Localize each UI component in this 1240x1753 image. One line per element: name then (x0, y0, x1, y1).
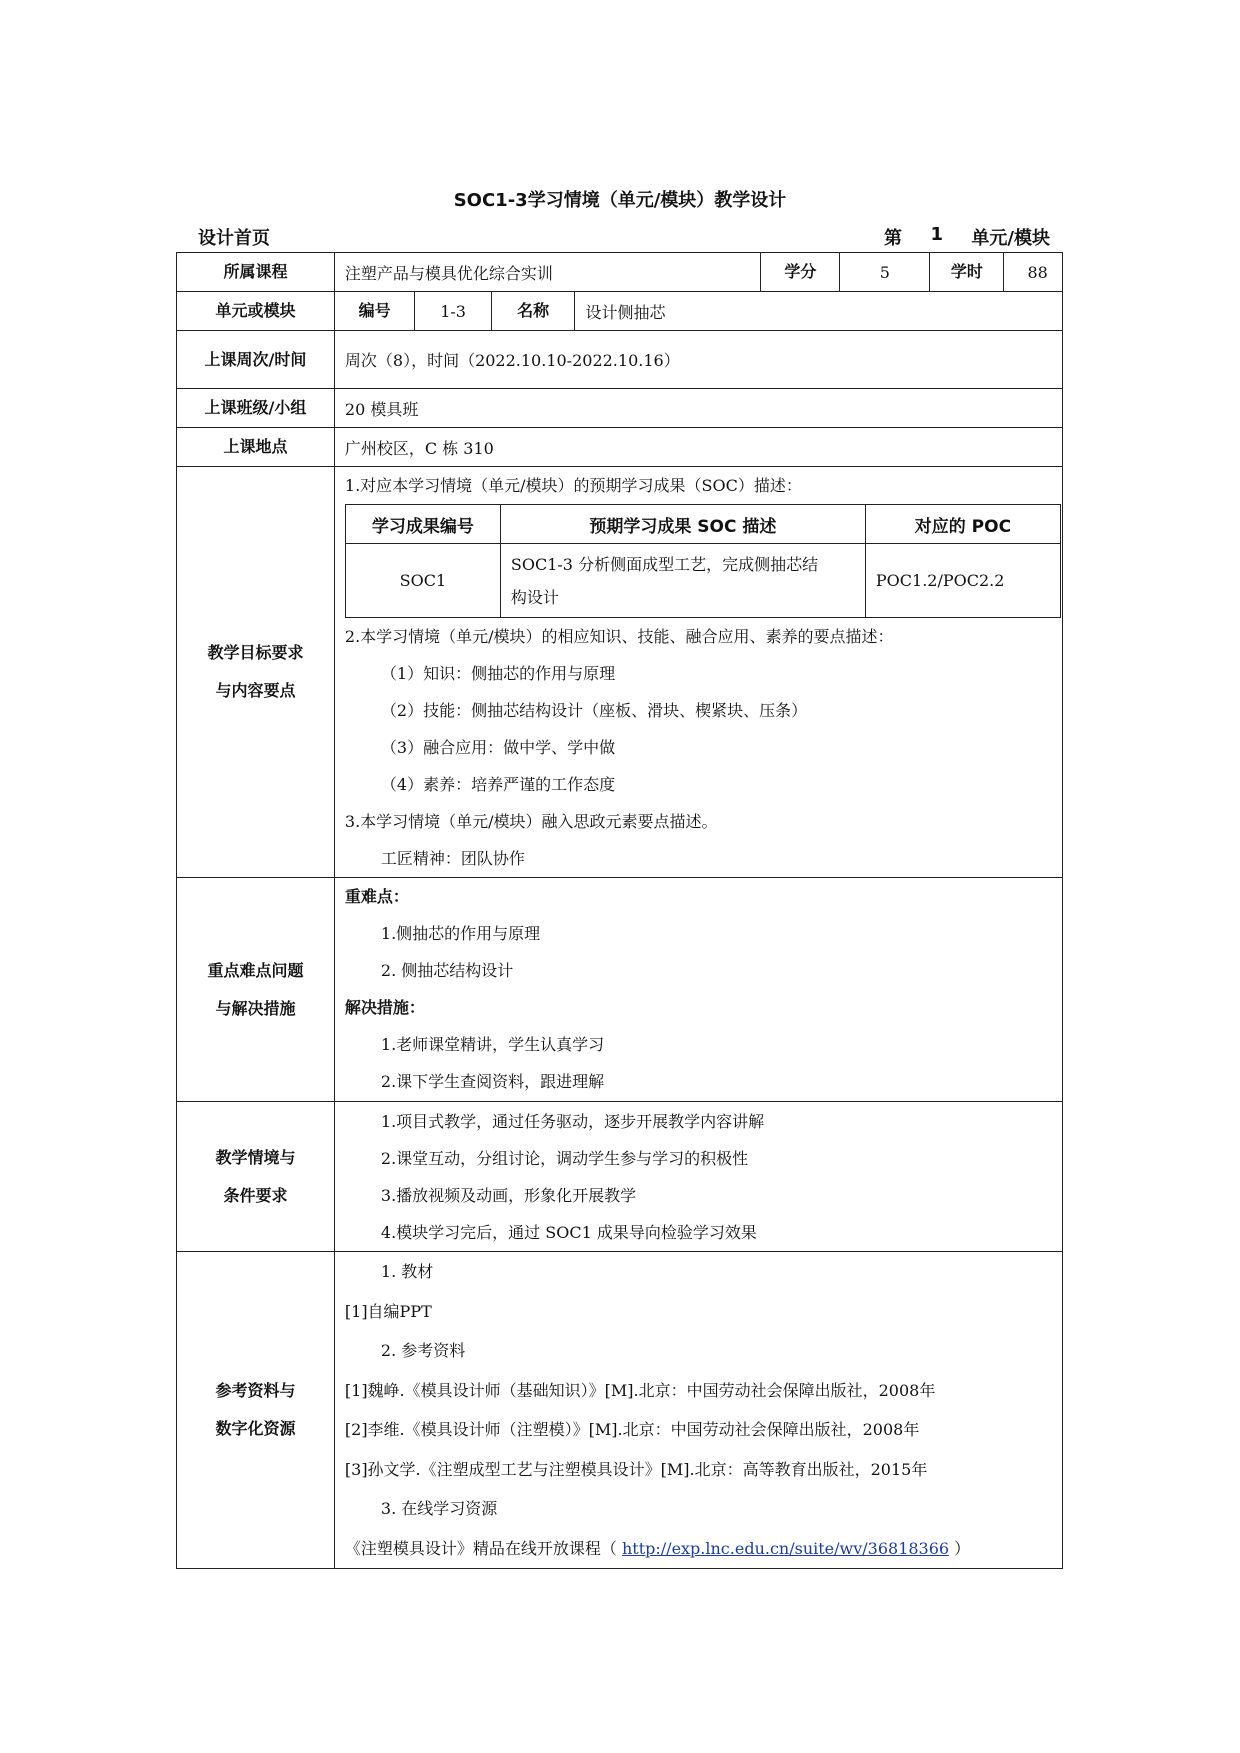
goals-sub-literacy: （4）素养：培养严谨的工作态度 (380, 775, 616, 794)
context-content (334, 1102, 1062, 1252)
goals-item-3-sub: 工匠精神：团队协作 (380, 849, 525, 868)
hours-label: 学时 (930, 253, 1004, 291)
time-label: 上课周次/时间 (177, 331, 335, 389)
unit-number: 1 (930, 224, 943, 245)
refs-heading-references: 2. 参考资料 (380, 1341, 466, 1360)
refs-heading-textbook: 1. 教材 (380, 1262, 434, 1281)
online-prefix: 《注塑模具设计》精品在线开放课程（ (344, 1538, 622, 1558)
unit-label: 单元或模块 (177, 292, 335, 331)
goals-item-2: 2.本学习情境（单元/模块）的相应知识、技能、融合应用、素养的要点描述： (344, 627, 894, 646)
goals-sub-skill: （2）技能：侧抽芯结构设计（座板、滑块、楔紧块、压条） (380, 701, 808, 720)
context-item-4: 4.模块学习完后，通过 SOC1 成果导向检验学习效果 (380, 1222, 757, 1242)
context-label-line-2: 条件要求 (223, 1185, 288, 1205)
place-label: 上课地点 (177, 428, 335, 467)
place-value: 广州校区，C 栋 310 (334, 428, 1062, 467)
ref-ppt: [1]自编PPT (344, 1301, 432, 1321)
class-row (177, 389, 1063, 428)
keypoints-label-line-1: 重点难点问题 (207, 960, 304, 980)
class-value: 20 模具班 (334, 389, 1062, 428)
refs-content (334, 1252, 1062, 1569)
name-value: 设计侧抽芯 (575, 292, 1063, 331)
unit-indicator (884, 224, 1050, 250)
credit-label: 学分 (761, 253, 840, 291)
refs-label-line-1: 参考资料与 (215, 1381, 296, 1400)
keypoint-1: 1.侧抽芯的作用与原理 (380, 924, 541, 943)
goals-label-line-1: 教学目标要求 (207, 643, 304, 662)
credit-value: 5 (840, 253, 930, 291)
design-table (176, 252, 1063, 1569)
context-row (177, 1102, 1063, 1252)
keypoints-label-line-2: 与解决措施 (215, 998, 296, 1018)
page-title: SOC1-3学习情境（单元/模块）教学设计 (453, 190, 787, 211)
goals-item-3: 3.本学习情境（单元/模块）融入思政元素要点描述。 (344, 812, 718, 831)
soc-id: SOC1 (345, 544, 500, 618)
unit-prefix: 第 (884, 228, 902, 249)
class-label: 上课班级/小组 (177, 389, 335, 428)
section-label: 设计首页 (198, 228, 270, 249)
soc-poc: POC1.2/POC2.2 (865, 544, 1060, 618)
keypoints-heading: 重难点： (344, 887, 409, 906)
soc-header-poc: 对应的 POC (865, 505, 1060, 544)
soc-header-id: 学习成果编号 (345, 505, 500, 544)
course-value: 注塑产品与模具优化综合实训 (335, 253, 761, 291)
soc-header-desc: 预期学习成果 SOC 描述 (500, 505, 865, 544)
online-course-link[interactable]: http://exp.lnc.edu.cn/suite/wv/36818366 (621, 1538, 950, 1558)
goals-label (177, 467, 335, 878)
refs-heading-online: 3. 在线学习资源 (380, 1499, 498, 1518)
ref-3: [3]孙文学.《注塑成型工艺与注塑模具设计》[M].北京：高等教育出版社，2015年 (344, 1459, 928, 1479)
hours-value: 88 (1027, 262, 1048, 282)
refs-label-line-2: 数字化资源 (215, 1419, 296, 1438)
name-label: 名称 (491, 292, 575, 331)
keypoints-label (177, 878, 335, 1102)
unit-row (177, 292, 1063, 331)
goals-sub-knowledge: （1）知识：侧抽芯的作用与原理 (380, 664, 616, 683)
ref-1: [1]魏峥.《模具设计师（基础知识）》[M].北京：中国劳动社会保障出版社，2008年 (344, 1380, 936, 1400)
place-row (177, 428, 1063, 467)
online-suffix: ） (949, 1538, 971, 1558)
keypoints-row (177, 878, 1063, 1102)
context-label (177, 1102, 335, 1252)
solution-1: 1.老师课堂精讲，学生认真学习 (380, 1035, 605, 1054)
keypoint-2: 2. 侧抽芯结构设计 (380, 961, 514, 980)
time-value: 周次（8），时间（2022.10.10-2022.10.16） (334, 331, 1062, 389)
soc-table (345, 504, 1061, 618)
refs-row (177, 1252, 1063, 1569)
course-row (177, 253, 1063, 292)
course-label: 所属课程 (177, 253, 335, 292)
number-value: 1-3 (415, 292, 491, 331)
time-row (177, 331, 1063, 389)
context-label-line-1: 教学情境与 (215, 1147, 296, 1167)
goals-intro: 1.对应本学习情境（单元/模块）的预期学习成果（SOC）描述： (344, 476, 802, 495)
online-resource (345, 1529, 1062, 1569)
goals-row (177, 467, 1063, 878)
solution-2: 2.课下学生查阅资料，跟进理解 (380, 1072, 605, 1091)
soc-desc-line-2: 构设计 (510, 587, 559, 607)
refs-label (177, 1252, 335, 1569)
ref-2: [2]李维.《模具设计师（注塑模）》[M].北京：中国劳动社会保障出版社，2008年 (344, 1420, 920, 1439)
goals-label-line-2: 与内容要点 (215, 681, 296, 700)
goals-sub-application: （3）融合应用：做中学、学中做 (380, 738, 616, 757)
number-label: 编号 (334, 292, 415, 331)
solutions-heading: 解决措施： (344, 998, 425, 1017)
context-item-3: 3.播放视频及动画，形象化开展教学 (380, 1185, 637, 1205)
keypoints-content (334, 878, 1062, 1102)
soc-desc-line-1: SOC1-3 分析侧面成型工艺，完成侧抽芯结 (510, 554, 819, 574)
unit-suffix: 单元/模块 (971, 228, 1050, 249)
soc-desc (500, 544, 865, 618)
goals-content (334, 467, 1062, 878)
context-item-1: 1.项目式教学，通过任务驱动，逐步开展教学内容讲解 (380, 1111, 765, 1131)
context-item-2: 2.课堂互动，分组讨论，调动学生参与学习的积极性 (380, 1148, 749, 1168)
